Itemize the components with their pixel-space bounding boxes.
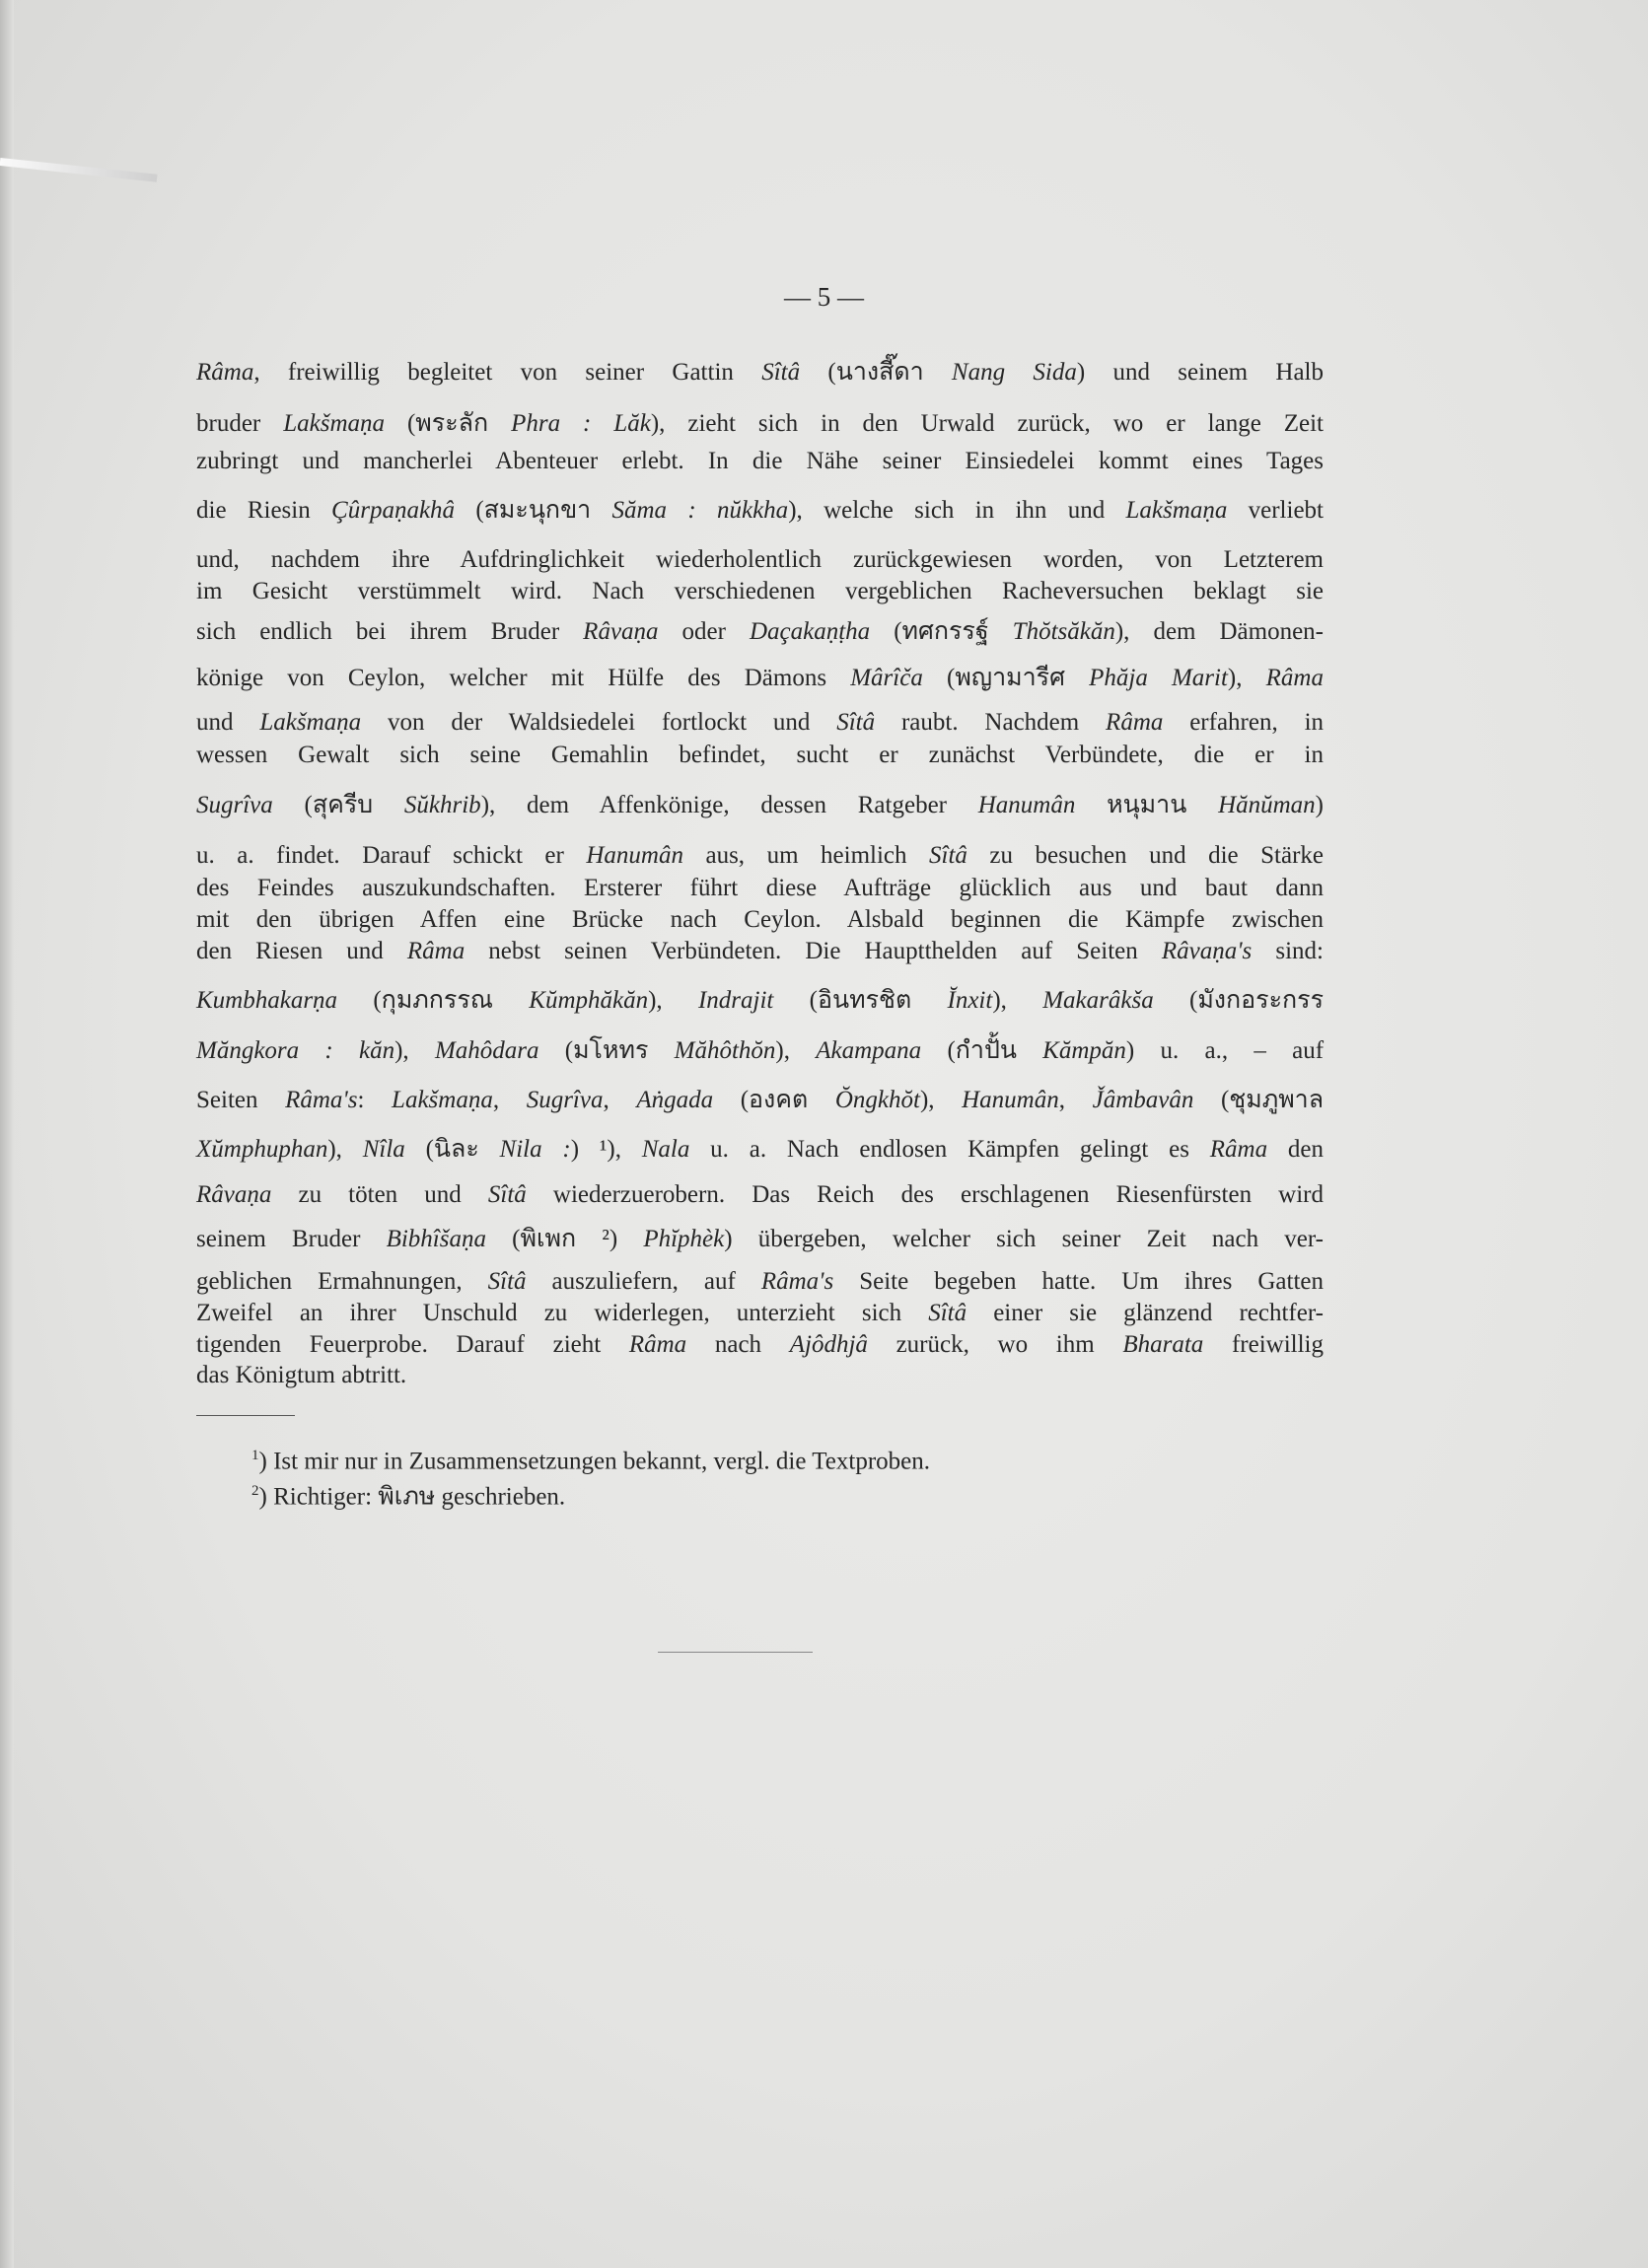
italic-name: Çûrpaṇakhâ — [331, 497, 456, 524]
text-run: (นางสี๊ดา — [800, 359, 952, 386]
text-run: , — [492, 1087, 527, 1113]
text-line — [196, 447, 1324, 476]
italic-name: Sîtâ — [836, 709, 876, 736]
footnote-2 — [251, 1476, 565, 1512]
text-run: ) — [1315, 792, 1324, 818]
text-line — [196, 409, 1324, 439]
footnote-text: ) Richtiger: พิเภษ geschrieben. — [258, 1483, 566, 1511]
italic-name: Nang Sida — [951, 359, 1077, 386]
text-run: (สุครีบ — [272, 792, 404, 818]
text-run: (กำปั้น — [921, 1037, 1043, 1064]
italic-name: Aṅgada — [636, 1087, 714, 1113]
italic-name: Lakšmaṇa — [1125, 497, 1228, 524]
text-run: mit den übrigen Affen eine Brücke nach Ceylon. Alsbald beginnen die Kämpfe zwischen — [196, 906, 1324, 933]
text-run: (นิละ — [404, 1136, 500, 1163]
text-run: ) und seinem Halb — [1076, 359, 1325, 386]
text-line — [196, 905, 1324, 935]
text-run: nebst seinen Verbündeten. Die Hauptthelden auf Seiten — [465, 938, 1162, 964]
italic-name: Ŏngkhŏt — [834, 1087, 920, 1113]
scan-artifact — [0, 158, 158, 182]
text-run: , — [1058, 1087, 1093, 1113]
text-run: Seite begeben hatte. Um ihres Gatten — [833, 1268, 1324, 1295]
italic-name: Hanumân — [962, 1087, 1059, 1113]
text-run: (พระลัก — [385, 410, 512, 437]
text-run: ), — [919, 1087, 963, 1113]
text-run: tigenden Feuerprobe. Darauf zieht — [196, 1331, 629, 1358]
text-run: geblichen Ermahnungen, — [196, 1268, 488, 1295]
text-line — [196, 937, 1324, 966]
italic-name: J̌âmbavân — [1092, 1087, 1194, 1113]
text-run: Seiten — [196, 1087, 286, 1113]
text-run: die Riesin — [196, 497, 332, 524]
end-rule — [658, 1652, 813, 1653]
italic-name: Râma — [406, 938, 466, 964]
italic-name: Sîtâ — [487, 1181, 527, 1208]
text-run: wessen Gewalt sich seine Gemahlin befindet, sucht er zunächst Verbündete, die er in — [196, 742, 1324, 768]
italic-name: Săma : nŭkkha — [611, 497, 789, 524]
italic-name: Kŭmphăkăn — [529, 987, 649, 1014]
text-run: das Königtum abtritt. — [196, 1362, 407, 1388]
text-run: auszuliefern, auf — [526, 1268, 761, 1295]
text-run: ), — [648, 987, 698, 1014]
text-run: (สมะนุกขา — [455, 497, 612, 524]
footnote-1 — [251, 1441, 930, 1476]
italic-name: Nala — [641, 1136, 690, 1163]
italic-name: Phra : Lăk — [511, 410, 651, 437]
text-run: zu besuchen und die Stärke — [967, 842, 1324, 869]
text-line — [196, 1180, 1324, 1210]
text-run: einer sie glänzend rechtfer- — [967, 1300, 1324, 1326]
text-run: (ชุมภูพาล — [1193, 1087, 1325, 1113]
text-line — [196, 1036, 1324, 1066]
italic-name: Râma — [1106, 709, 1164, 736]
text-run: sich endlich bei ihrem Bruder — [196, 618, 584, 645]
italic-name: Bharata — [1122, 1331, 1204, 1358]
text-run: bruder — [196, 410, 284, 437]
text-run: den — [1267, 1136, 1324, 1163]
italic-name: Bibhîšaṇa — [386, 1226, 486, 1252]
text-run: könige von Ceylon, welcher mit Hülfe des Dämons — [196, 665, 851, 691]
text-run: und, nachdem ihre Aufdringlichkeit wiederholentlich zurückgewiesen worden, von Letzterem — [196, 546, 1324, 573]
italic-name: Indrajit — [697, 987, 774, 1014]
text-line — [196, 664, 1324, 693]
italic-name: Ajôdhjâ — [789, 1331, 868, 1358]
text-run: raubt. Nachdem — [875, 709, 1107, 736]
text-run: nach — [686, 1331, 790, 1358]
italic-name: Kumbhakarṇa — [196, 987, 338, 1014]
italic-name: Makarâkša — [1042, 987, 1154, 1014]
text-run: (องคต — [713, 1087, 835, 1113]
text-line — [196, 1225, 1324, 1254]
page-edge-shadow — [0, 0, 14, 2268]
italic-name: Nîla — [362, 1136, 405, 1163]
text-run: verliebt — [1227, 497, 1324, 524]
text-run: von der Waldsiedelei fortlockt und — [361, 709, 837, 736]
text-line — [196, 1361, 1324, 1390]
footnote-mark: 1 — [251, 1448, 259, 1463]
italic-name: Râvaṇa — [583, 618, 659, 645]
text-run: und — [196, 709, 260, 736]
text-run: ), — [394, 1037, 435, 1064]
text-line — [196, 358, 1324, 388]
italic-name: Daçakaṇṭha — [749, 618, 871, 645]
text-run: (ทศกรรฐ์ — [870, 618, 1013, 645]
text-run: zubringt und mancherlei Abenteuer erlebt. In die Nähe seiner Einsiedelei kommt eines Tages — [196, 448, 1324, 474]
text-run: ), zieht sich in den Urwald zurück, wo er lange Zeit — [650, 410, 1325, 437]
italic-name: Sîtâ — [487, 1268, 527, 1295]
text-run: oder — [658, 618, 750, 645]
italic-name: Hanumân — [586, 842, 683, 869]
text-run: u. a. Nach endlosen Kämpfen gelingt es — [689, 1136, 1210, 1163]
italic-name: Phăja Marit — [1089, 665, 1228, 691]
text-line — [196, 1267, 1324, 1297]
text-line — [196, 841, 1324, 871]
text-run: im Gesicht verstümmelt wird. Nach verschiedenen vergeblichen Racheversuchen beklagt sie — [196, 578, 1324, 604]
italic-name: Măngkora : kăn — [196, 1037, 395, 1064]
text-run: zurück, wo ihm — [867, 1331, 1123, 1358]
text-run: (มโหทร — [538, 1037, 675, 1064]
text-line — [196, 791, 1324, 820]
italic-name: Mârîča — [850, 665, 923, 691]
text-run: ), welche sich in ihn und — [788, 497, 1126, 524]
italic-name: Ĭnxit — [947, 987, 993, 1014]
italic-name: Lakšmaṇa — [259, 709, 362, 736]
text-run: หนุมาน — [1075, 792, 1219, 818]
italic-name: Xŭmphuphan — [196, 1136, 328, 1163]
text-run: zu töten und — [271, 1181, 488, 1208]
italic-name: Hănŭman — [1218, 792, 1316, 818]
italic-name: Sîtâ — [929, 842, 967, 869]
italic-name: Sugrîva — [526, 1087, 604, 1113]
italic-name: Lakšmaṇa — [283, 410, 386, 437]
footnote-text: ) Ist mir nur in Zusammensetzungen bekannt, vergl. die Textproben. — [258, 1448, 930, 1475]
text-run: (พิเพก ²) — [486, 1226, 644, 1252]
italic-name: Akampana — [816, 1037, 922, 1064]
italic-name: Mahôdara — [434, 1037, 539, 1064]
text-line — [196, 496, 1324, 526]
page-number: — 5 — — [784, 282, 864, 312]
footnote-divider — [196, 1415, 295, 1416]
italic-name: Râma — [1209, 1136, 1268, 1163]
italic-name: Râma — [628, 1331, 687, 1358]
text-run: : — [357, 1087, 393, 1113]
text-run: des Feindes auszukundschaften. Ersterer führt diese Aufträge glücklich aus und baut dann — [196, 875, 1324, 901]
italic-name: Sîtâ — [761, 359, 801, 386]
text-run: seinem Bruder — [196, 1226, 387, 1252]
italic-name: Hanumân — [977, 792, 1076, 818]
text-run: freiwillig — [1203, 1331, 1324, 1358]
text-run: (พญามารีศ — [922, 665, 1090, 691]
text-run: u. a. findet. Darauf schickt er — [196, 842, 587, 869]
italic-name: Râma — [196, 359, 254, 386]
italic-name: Nila : — [499, 1136, 571, 1163]
text-line — [196, 986, 1324, 1016]
text-line — [196, 1299, 1324, 1328]
text-run: wiederzuerobern. Das Reich des erschlagenen Riesenfürsten wird — [526, 1181, 1324, 1208]
text-run: , — [603, 1087, 637, 1113]
text-line — [196, 1135, 1324, 1165]
text-run: (กุมภกรรณ — [337, 987, 530, 1014]
italic-name: Râma's — [285, 1087, 358, 1113]
italic-name: Thŏtsăkăn — [1012, 618, 1115, 645]
text-run: den Riesen und — [196, 938, 407, 964]
italic-name: Râvaṇa — [196, 1181, 272, 1208]
text-run: (มังกอระกรร — [1153, 987, 1325, 1014]
italic-name: Râma — [1265, 665, 1324, 691]
text-run: (อินทรชิต — [773, 987, 948, 1014]
italic-name: Râma's — [760, 1268, 834, 1295]
text-run: , freiwillig begleitet von seiner Gattin — [253, 359, 762, 386]
text-run: aus, um heimlich — [682, 842, 930, 869]
text-run: ), dem Affenkönige, dessen Ratgeber — [480, 792, 978, 818]
italic-name: Kămpăn — [1042, 1037, 1126, 1064]
italic-name: Sŭkhrib — [403, 792, 481, 818]
italic-name: Măhôthŏn — [674, 1037, 776, 1064]
text-run: ), — [992, 987, 1043, 1014]
italic-name: Sugrîva — [196, 792, 273, 818]
text-run: Zweifel an ihrer Unschuld zu widerlegen, unterzieht sich — [196, 1300, 929, 1326]
text-line — [196, 617, 1324, 647]
text-line — [196, 1330, 1324, 1360]
footnote-mark: 2 — [251, 1483, 259, 1499]
text-run: ), — [775, 1037, 817, 1064]
text-run: ), — [1227, 665, 1266, 691]
text-run: ) übergeben, welcher sich seiner Zeit nach ver- — [724, 1226, 1325, 1252]
italic-name: Lakšmaṇa — [392, 1087, 493, 1113]
text-line — [196, 545, 1324, 575]
text-run: ) ¹), — [570, 1136, 642, 1163]
text-line — [196, 1086, 1324, 1115]
text-run: erfahren, in — [1163, 709, 1325, 736]
text-line — [196, 577, 1324, 606]
text-run: ), dem Dämonen- — [1114, 618, 1325, 645]
italic-name: Sîtâ — [928, 1300, 967, 1326]
text-line — [196, 874, 1324, 903]
text-run: sind: — [1252, 938, 1324, 964]
italic-name: Râvaṇa's — [1161, 938, 1253, 964]
text-run: ) u. a., – auf — [1125, 1037, 1325, 1064]
text-line — [196, 708, 1324, 738]
text-line — [196, 741, 1324, 770]
text-run: ), — [327, 1136, 363, 1163]
italic-name: Phĭphèk — [643, 1226, 725, 1252]
